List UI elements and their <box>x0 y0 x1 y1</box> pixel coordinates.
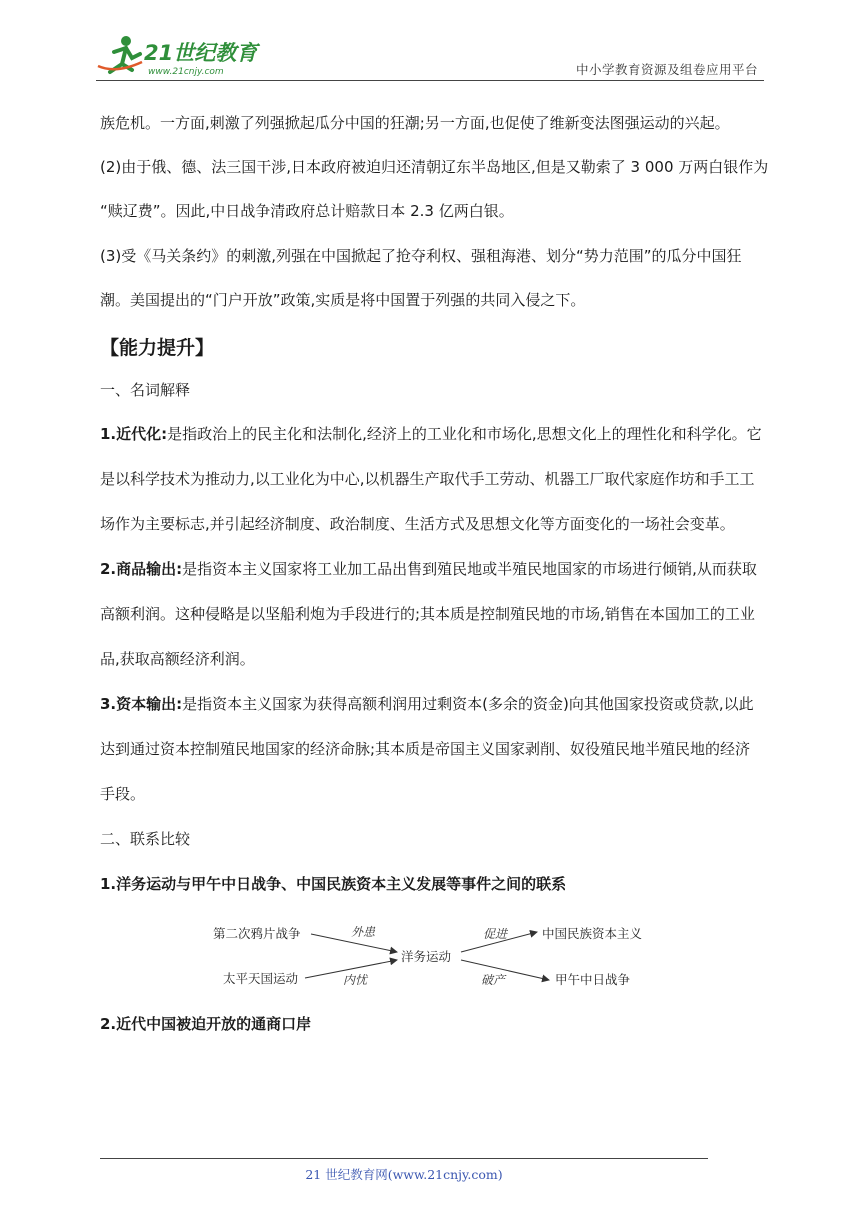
logo-text: 21世纪教育 <box>144 41 258 65</box>
node-second-opium-war: 第二次鸦片战争 <box>213 926 301 941</box>
paragraph-line: (3)受《马关条约》的刺激,列强在中国掀起了抢夺利权、强租海港、划分“势力范围”的瓜分中国狂 <box>100 247 742 265</box>
paragraph-line: 场作为主要标志,并引起经济制度、政治制度、生活方式及思想文化等方面变化的一场社会变革。 <box>100 515 735 533</box>
paragraph-line: 品,获取高额经济利润。 <box>100 650 255 668</box>
term-definition <box>100 424 768 444</box>
edge-label: 破产 <box>481 973 506 987</box>
term-text: 是指资本主义国家为获得高额利润用过剩资本(多余的资金)向其他国家投资或贷款,以此 <box>182 695 754 713</box>
part-title: 一、名词解释 <box>100 381 191 399</box>
platform-name: 中小学教育资源及组卷应用平台 <box>575 62 758 77</box>
site-logo <box>96 32 266 80</box>
logo-url: www.21cnjy.com <box>148 67 224 77</box>
edge-label: 外患 <box>351 925 376 939</box>
page-header <box>96 32 764 80</box>
part-title: 二、联系比较 <box>100 830 191 848</box>
node-national-capitalism: 中国民族资本主义 <box>542 926 643 941</box>
section-title: 【能力提升】 <box>100 337 215 359</box>
paragraph-line: 族危机。一方面,刺激了列强掀起瓜分中国的狂潮;另一方面,也促使了维新变法图强运动的兴起。 <box>100 114 730 132</box>
paragraph-line: 潮。美国提出的“门户开放”政策,实质是将中国置于列强的共同入侵之下。 <box>100 291 586 309</box>
footer-divider <box>100 1158 708 1159</box>
paragraph-line: “赎辽费”。因此,中日战争清政府总计赔款日本 2.3 亿两白银。 <box>100 202 514 220</box>
node-taiping: 太平天国运动 <box>223 971 299 986</box>
paragraph-line: (2)由于俄、德、法三国干涉,日本政府被迫归还清朝辽东半岛地区,但是又勒索了 3 000 万两白银作为 <box>100 158 769 176</box>
term-heading: 1.近代化: <box>100 425 168 443</box>
term-definition <box>100 694 768 714</box>
term-text: 是指政治上的民主化和法制化,经济上的工业化和市场化,思想文化上的理性化和科学化。它 <box>167 425 762 443</box>
edge-label: 促进 <box>483 927 508 941</box>
runner-icon <box>98 36 142 72</box>
node-self-strengthening: 洋务运动 <box>401 949 452 964</box>
header-divider <box>96 80 764 81</box>
paragraph-line: 高额利润。这种侵略是以坚船利炮为手段进行的;其本质是控制殖民地的市场,销售在本国加工的工业 <box>100 605 755 623</box>
paragraph-line: 手段。 <box>100 785 146 803</box>
compare-title: 1.洋务运动与甲午中日战争、中国民族资本主义发展等事件之间的联系 <box>100 875 567 893</box>
page-footer[interactable]: 21 世纪教育网(www.21cnjy.com) <box>305 1167 503 1182</box>
relationship-diagram <box>205 918 665 994</box>
term-text: 是指资本主义国家将工业加工品出售到殖民地或半殖民地国家的市场进行倾销,从而获取 <box>182 560 757 578</box>
paragraph-line: 是以科学技术为推动力,以工业化为中心,以机器生产取代手工劳动、机器工厂取代家庭作坊和手工工 <box>100 470 755 488</box>
paragraph-line: 达到通过资本控制殖民地国家的经济命脉;其本质是帝国主义国家剥削、奴役殖民地半殖民地的经济 <box>100 740 751 758</box>
edge-label: 内忧 <box>343 973 368 987</box>
term-heading: 2.商品输出: <box>100 560 183 578</box>
term-definition <box>100 559 768 579</box>
compare-title: 2.近代中国被迫开放的通商口岸 <box>100 1015 312 1033</box>
node-sino-japanese-war: 甲午中日战争 <box>555 972 631 987</box>
term-heading: 3.资本输出: <box>100 695 183 713</box>
